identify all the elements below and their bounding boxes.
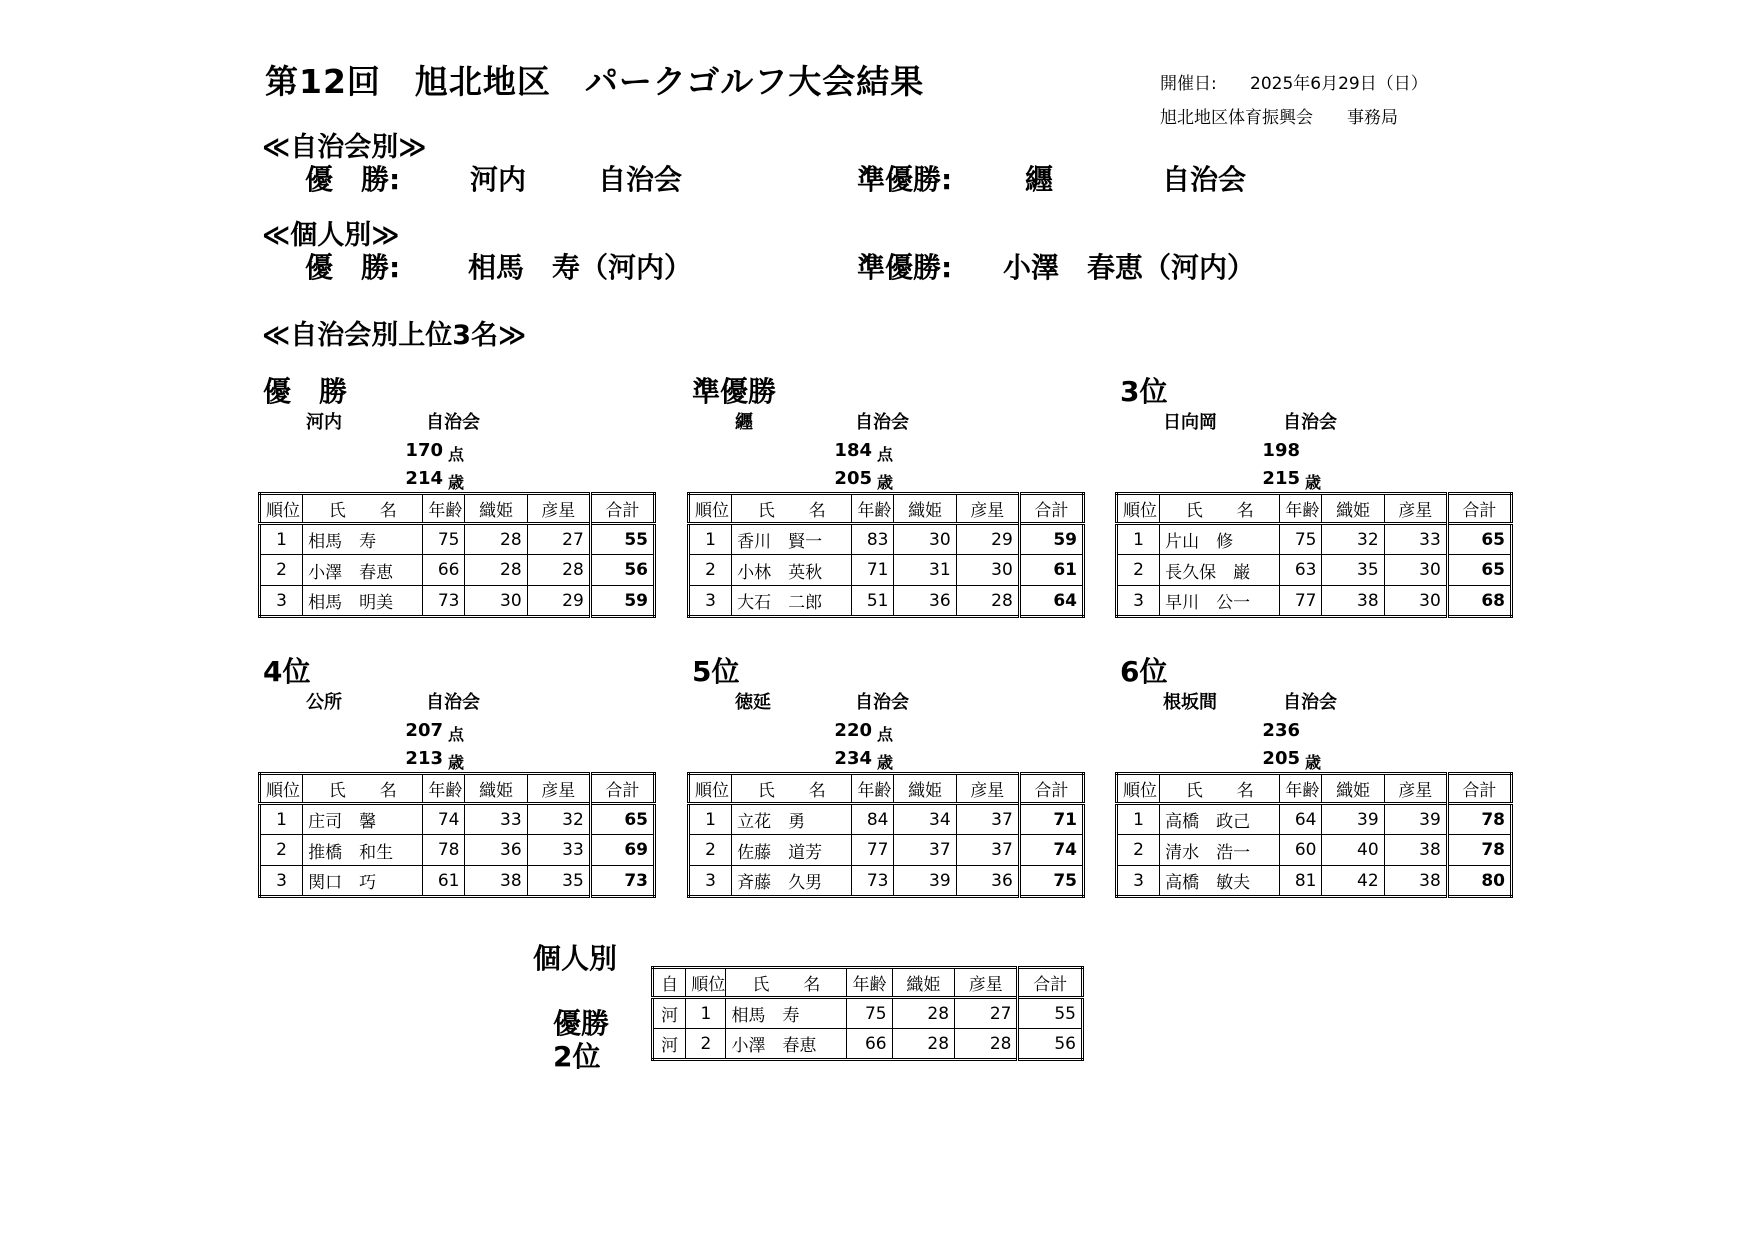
- total-cell: 59: [590, 586, 654, 617]
- col-header: 彦星: [527, 774, 590, 804]
- table-row: [260, 866, 655, 897]
- individual-runner-label: 準優勝:: [857, 251, 953, 284]
- team-score: 220: [834, 720, 872, 741]
- pos-cell: 2: [689, 835, 732, 866]
- table-row: [260, 524, 655, 555]
- individual-label-winner: 優勝: [553, 1007, 610, 1040]
- team-suffix: 自治会: [1283, 692, 1337, 713]
- total-cell: 69: [590, 835, 654, 866]
- table-header-row: [1117, 774, 1512, 804]
- hikoboshi-cell: 29: [956, 524, 1019, 555]
- orihime-cell: 39: [894, 866, 956, 897]
- team-suffix: 自治会: [855, 692, 909, 713]
- team-section-heading: ≪自治会別≫: [262, 132, 427, 163]
- team-name: 徳延: [735, 692, 771, 713]
- col-header: 年齢: [852, 494, 894, 524]
- orihime-cell: 33: [465, 804, 527, 835]
- team-name: 纒: [735, 412, 753, 433]
- col-header: 彦星: [956, 774, 1019, 804]
- name-cell: 小澤 春恵: [303, 555, 423, 586]
- team-age-sum: 234: [834, 748, 872, 769]
- team-winner-label: 優 勝:: [305, 163, 401, 196]
- total-cell: 56: [1018, 1029, 1083, 1060]
- total-cell: 59: [1019, 524, 1083, 555]
- age-cell: 78: [423, 835, 465, 866]
- name-cell: 高橋 政己: [1160, 804, 1280, 835]
- total-cell: 74: [1019, 835, 1083, 866]
- individual-winner-name: 相馬 寿（河内）: [468, 251, 693, 284]
- orihime-cell: 34: [894, 804, 956, 835]
- hikoboshi-cell: 38: [1384, 835, 1447, 866]
- team-rank-label: 4位: [263, 655, 311, 688]
- hikoboshi-cell: 33: [527, 835, 590, 866]
- col-header: 順位: [260, 494, 303, 524]
- name-cell: 庄司 馨: [303, 804, 423, 835]
- team-age-unit: 歳: [448, 753, 465, 772]
- team-results-table: [1115, 772, 1513, 898]
- individual-results-table: [651, 966, 1084, 1061]
- age-cell: 73: [423, 586, 465, 617]
- pos-cell: 1: [1117, 524, 1160, 555]
- team-rank-label: 優 勝: [263, 375, 348, 408]
- col-header: 氏 名: [303, 774, 423, 804]
- col-header: 氏 名: [1160, 774, 1280, 804]
- name-cell: 片山 修: [1160, 524, 1280, 555]
- table-row: [1117, 524, 1512, 555]
- total-cell: 55: [1018, 998, 1083, 1029]
- name-cell: 長久保 巌: [1160, 555, 1280, 586]
- total-cell: 75: [1019, 866, 1083, 897]
- team-age-unit: 歳: [877, 753, 894, 772]
- pos-cell: 1: [689, 524, 732, 555]
- name-cell: 関口 巧: [303, 866, 423, 897]
- age-cell: 75: [423, 524, 465, 555]
- individual-label-second: 2位: [553, 1040, 601, 1073]
- name-cell: 高橋 敏夫: [1160, 866, 1280, 897]
- age-cell: 61: [423, 866, 465, 897]
- age-cell: 64: [1280, 804, 1322, 835]
- col-header: 彦星: [1384, 494, 1447, 524]
- age-cell: 75: [1280, 524, 1322, 555]
- team-age-sum: 215: [1262, 468, 1300, 489]
- pos-cell: 1: [689, 804, 732, 835]
- orihime-cell: 28: [892, 1029, 954, 1060]
- col-header: 彦星: [527, 494, 590, 524]
- team-age-sum: 205: [834, 468, 872, 489]
- pos-cell: 3: [689, 866, 732, 897]
- team-age-sum: 205: [1262, 748, 1300, 769]
- age-cell: 75: [847, 998, 892, 1029]
- age-cell: 66: [423, 555, 465, 586]
- table-header-row: [1117, 494, 1512, 524]
- date-label: 開催日:: [1160, 74, 1217, 94]
- hikoboshi-cell: 28: [956, 586, 1019, 617]
- col-header: 順位: [1117, 494, 1160, 524]
- pos-cell: 2: [260, 835, 303, 866]
- hikoboshi-cell: 28: [527, 555, 590, 586]
- orihime-cell: 28: [465, 524, 527, 555]
- table-row: [260, 804, 655, 835]
- pos-cell: 1: [686, 998, 726, 1029]
- col-header: 順位: [686, 968, 726, 998]
- name-cell: 佐藤 道芳: [732, 835, 852, 866]
- pos-cell: 2: [689, 555, 732, 586]
- table-row: [653, 998, 1083, 1029]
- table-row: [1117, 866, 1512, 897]
- col-header: 合計: [590, 774, 654, 804]
- team-runner-suffix: 自治会: [1162, 163, 1247, 196]
- orihime-cell: 40: [1322, 835, 1384, 866]
- col-header: 氏 名: [726, 968, 847, 998]
- team-score-unit: 点: [448, 445, 465, 464]
- team-results-table: [258, 772, 656, 898]
- age-cell: 77: [1280, 586, 1322, 617]
- team-age-unit: 歳: [448, 473, 465, 492]
- team-results-table: [687, 492, 1085, 618]
- name-cell: 相馬 寿: [726, 998, 847, 1029]
- table-row: [260, 555, 655, 586]
- col-header: 彦星: [956, 494, 1019, 524]
- total-cell: 68: [1447, 586, 1511, 617]
- col-header: 氏 名: [1160, 494, 1280, 524]
- table-row: [689, 835, 1084, 866]
- team-rank-label: 5位: [692, 655, 740, 688]
- col-header: 順位: [689, 494, 732, 524]
- name-cell: 香川 賢一: [732, 524, 852, 555]
- team-score: 207: [405, 720, 443, 741]
- pos-cell: 3: [689, 586, 732, 617]
- hikoboshi-cell: 29: [527, 586, 590, 617]
- col-header: 合計: [1018, 968, 1083, 998]
- name-cell: 小林 英秋: [732, 555, 852, 586]
- col-header: 合計: [1019, 774, 1083, 804]
- organizer: 旭北地区体育振興会 事務局: [1160, 108, 1398, 128]
- team-score-unit: 点: [877, 445, 894, 464]
- team-rank-label: 3位: [1120, 375, 1168, 408]
- hikoboshi-cell: 27: [955, 998, 1018, 1029]
- col-header: 織姫: [894, 494, 956, 524]
- col-header: 織姫: [465, 494, 527, 524]
- individual-table-heading: 個人別: [533, 942, 618, 975]
- name-cell: 相馬 明美: [303, 586, 423, 617]
- pos-cell: 2: [1117, 555, 1160, 586]
- pos-cell: 3: [260, 866, 303, 897]
- col-header: 年齢: [423, 494, 465, 524]
- top3-heading: ≪自治会別上位3名≫: [262, 320, 527, 351]
- team-name: 公所: [306, 692, 342, 713]
- col-header: 年齢: [852, 774, 894, 804]
- table-row: [689, 586, 1084, 617]
- hikoboshi-cell: 30: [956, 555, 1019, 586]
- pos-cell: 3: [260, 586, 303, 617]
- orihime-cell: 31: [894, 555, 956, 586]
- orihime-cell: 28: [892, 998, 954, 1029]
- col-header: 織姫: [465, 774, 527, 804]
- total-cell: 78: [1447, 835, 1511, 866]
- total-cell: 55: [590, 524, 654, 555]
- team-score: 236: [1262, 720, 1300, 741]
- team-score-unit: 点: [877, 725, 894, 744]
- team-suffix: 自治会: [426, 412, 480, 433]
- total-cell: 78: [1447, 804, 1511, 835]
- orihime-cell: 35: [1322, 555, 1384, 586]
- team-results-table: [1115, 492, 1513, 618]
- col-header: 年齢: [1280, 494, 1322, 524]
- name-cell: 早川 公一: [1160, 586, 1280, 617]
- team-winner-suffix: 自治会: [598, 163, 683, 196]
- total-cell: 65: [1447, 524, 1511, 555]
- orihime-cell: 42: [1322, 866, 1384, 897]
- pos-cell: 3: [1117, 586, 1160, 617]
- team-age-sum: 213: [405, 748, 443, 769]
- orihime-cell: 30: [894, 524, 956, 555]
- total-cell: 80: [1447, 866, 1511, 897]
- team-age-sum: 214: [405, 468, 443, 489]
- col-header: 氏 名: [303, 494, 423, 524]
- team-age-unit: 歳: [877, 473, 894, 492]
- team-score-unit: 点: [448, 725, 465, 744]
- team-name: 根坂間: [1163, 692, 1217, 713]
- team-age-unit: 歳: [1305, 753, 1322, 772]
- total-cell: 61: [1019, 555, 1083, 586]
- col-header: 織姫: [1322, 494, 1384, 524]
- team-rank-label: 6位: [1120, 655, 1168, 688]
- table-row: [689, 524, 1084, 555]
- age-cell: 51: [852, 586, 894, 617]
- team-runner-label: 準優勝:: [857, 163, 953, 196]
- col-header: 年齢: [1280, 774, 1322, 804]
- total-cell: 64: [1019, 586, 1083, 617]
- col-header: 氏 名: [732, 774, 852, 804]
- col-header: 彦星: [955, 968, 1018, 998]
- hikoboshi-cell: 28: [955, 1029, 1018, 1060]
- hikoboshi-cell: 35: [527, 866, 590, 897]
- table-row: [653, 1029, 1083, 1060]
- team-winner-name: 河内: [470, 163, 527, 196]
- table-row: [689, 804, 1084, 835]
- table-row: [260, 586, 655, 617]
- team-name: 日向岡: [1163, 412, 1217, 433]
- individual-winner-label: 優 勝:: [305, 251, 401, 284]
- name-cell: 立花 勇: [732, 804, 852, 835]
- name-cell: 小澤 春恵: [726, 1029, 847, 1060]
- name-cell: 推橋 和生: [303, 835, 423, 866]
- individual-runner-name: 小澤 春恵（河内）: [1003, 251, 1256, 284]
- col-header: 年齢: [847, 968, 892, 998]
- col-header: 順位: [260, 774, 303, 804]
- table-row: [1117, 555, 1512, 586]
- hikoboshi-cell: 38: [1384, 866, 1447, 897]
- team-results-table: [687, 772, 1085, 898]
- hikoboshi-cell: 30: [1384, 586, 1447, 617]
- table-row: [1117, 835, 1512, 866]
- total-cell: 71: [1019, 804, 1083, 835]
- col-header: 合計: [1019, 494, 1083, 524]
- orihime-cell: 39: [1322, 804, 1384, 835]
- hikoboshi-cell: 33: [1384, 524, 1447, 555]
- table-header-row: [260, 494, 655, 524]
- team-suffix: 自治会: [855, 412, 909, 433]
- orihime-cell: 28: [465, 555, 527, 586]
- pos-cell: 1: [1117, 804, 1160, 835]
- orihime-cell: 37: [894, 835, 956, 866]
- total-cell: 65: [590, 804, 654, 835]
- age-cell: 77: [852, 835, 894, 866]
- age-cell: 71: [852, 555, 894, 586]
- name-cell: 大石 二郎: [732, 586, 852, 617]
- total-cell: 73: [590, 866, 654, 897]
- total-cell: 65: [1447, 555, 1511, 586]
- name-cell: 相馬 寿: [303, 524, 423, 555]
- table-header-row: [689, 494, 1084, 524]
- hikoboshi-cell: 30: [1384, 555, 1447, 586]
- col-header: 順位: [689, 774, 732, 804]
- team-score: 198: [1262, 440, 1300, 461]
- total-cell: 56: [590, 555, 654, 586]
- name-cell: 斉藤 久男: [732, 866, 852, 897]
- team-score: 184: [834, 440, 872, 461]
- table-header-row: [689, 774, 1084, 804]
- col-header: 合計: [1447, 774, 1511, 804]
- orihime-cell: 36: [894, 586, 956, 617]
- team-score: 170: [405, 440, 443, 461]
- table-row: [260, 835, 655, 866]
- hikoboshi-cell: 39: [1384, 804, 1447, 835]
- pos-cell: 2: [260, 555, 303, 586]
- col-header: 織姫: [892, 968, 954, 998]
- pos-cell: 2: [1117, 835, 1160, 866]
- age-cell: 73: [852, 866, 894, 897]
- col-header: 自: [653, 968, 686, 998]
- age-cell: 60: [1280, 835, 1322, 866]
- age-cell: 84: [852, 804, 894, 835]
- table-row: [689, 866, 1084, 897]
- team-suffix: 自治会: [1283, 412, 1337, 433]
- page-title: 第12回 旭北地区 パークゴルフ大会結果: [265, 62, 925, 101]
- individual-section-heading: ≪個人別≫: [262, 220, 400, 251]
- col-header: 氏 名: [732, 494, 852, 524]
- age-cell: 63: [1280, 555, 1322, 586]
- age-cell: 83: [852, 524, 894, 555]
- col-header: 織姫: [894, 774, 956, 804]
- col-header: 彦星: [1384, 774, 1447, 804]
- age-cell: 81: [1280, 866, 1322, 897]
- club-cell: 河: [653, 1029, 686, 1060]
- team-name: 河内: [306, 412, 342, 433]
- date-value: 2025年6月29日（日）: [1250, 74, 1428, 94]
- hikoboshi-cell: 37: [956, 835, 1019, 866]
- col-header: 順位: [1117, 774, 1160, 804]
- team-age-unit: 歳: [1305, 473, 1322, 492]
- col-header: 合計: [590, 494, 654, 524]
- hikoboshi-cell: 27: [527, 524, 590, 555]
- col-header: 年齢: [423, 774, 465, 804]
- team-runner-name: 纒: [1025, 163, 1054, 196]
- hikoboshi-cell: 36: [956, 866, 1019, 897]
- pos-cell: 2: [686, 1029, 726, 1060]
- table-header-row: [653, 968, 1083, 998]
- hikoboshi-cell: 32: [527, 804, 590, 835]
- pos-cell: 3: [1117, 866, 1160, 897]
- team-suffix: 自治会: [426, 692, 480, 713]
- pos-cell: 1: [260, 524, 303, 555]
- col-header: 織姫: [1322, 774, 1384, 804]
- orihime-cell: 32: [1322, 524, 1384, 555]
- hikoboshi-cell: 37: [956, 804, 1019, 835]
- table-header-row: [260, 774, 655, 804]
- orihime-cell: 36: [465, 835, 527, 866]
- orihime-cell: 38: [1322, 586, 1384, 617]
- age-cell: 74: [423, 804, 465, 835]
- table-row: [1117, 804, 1512, 835]
- table-row: [689, 555, 1084, 586]
- team-results-table: [258, 492, 656, 618]
- name-cell: 清水 浩一: [1160, 835, 1280, 866]
- age-cell: 66: [847, 1029, 892, 1060]
- pos-cell: 1: [260, 804, 303, 835]
- team-rank-label: 準優勝: [692, 375, 777, 408]
- orihime-cell: 30: [465, 586, 527, 617]
- table-row: [1117, 586, 1512, 617]
- orihime-cell: 38: [465, 866, 527, 897]
- col-header: 合計: [1447, 494, 1511, 524]
- club-cell: 河: [653, 998, 686, 1029]
